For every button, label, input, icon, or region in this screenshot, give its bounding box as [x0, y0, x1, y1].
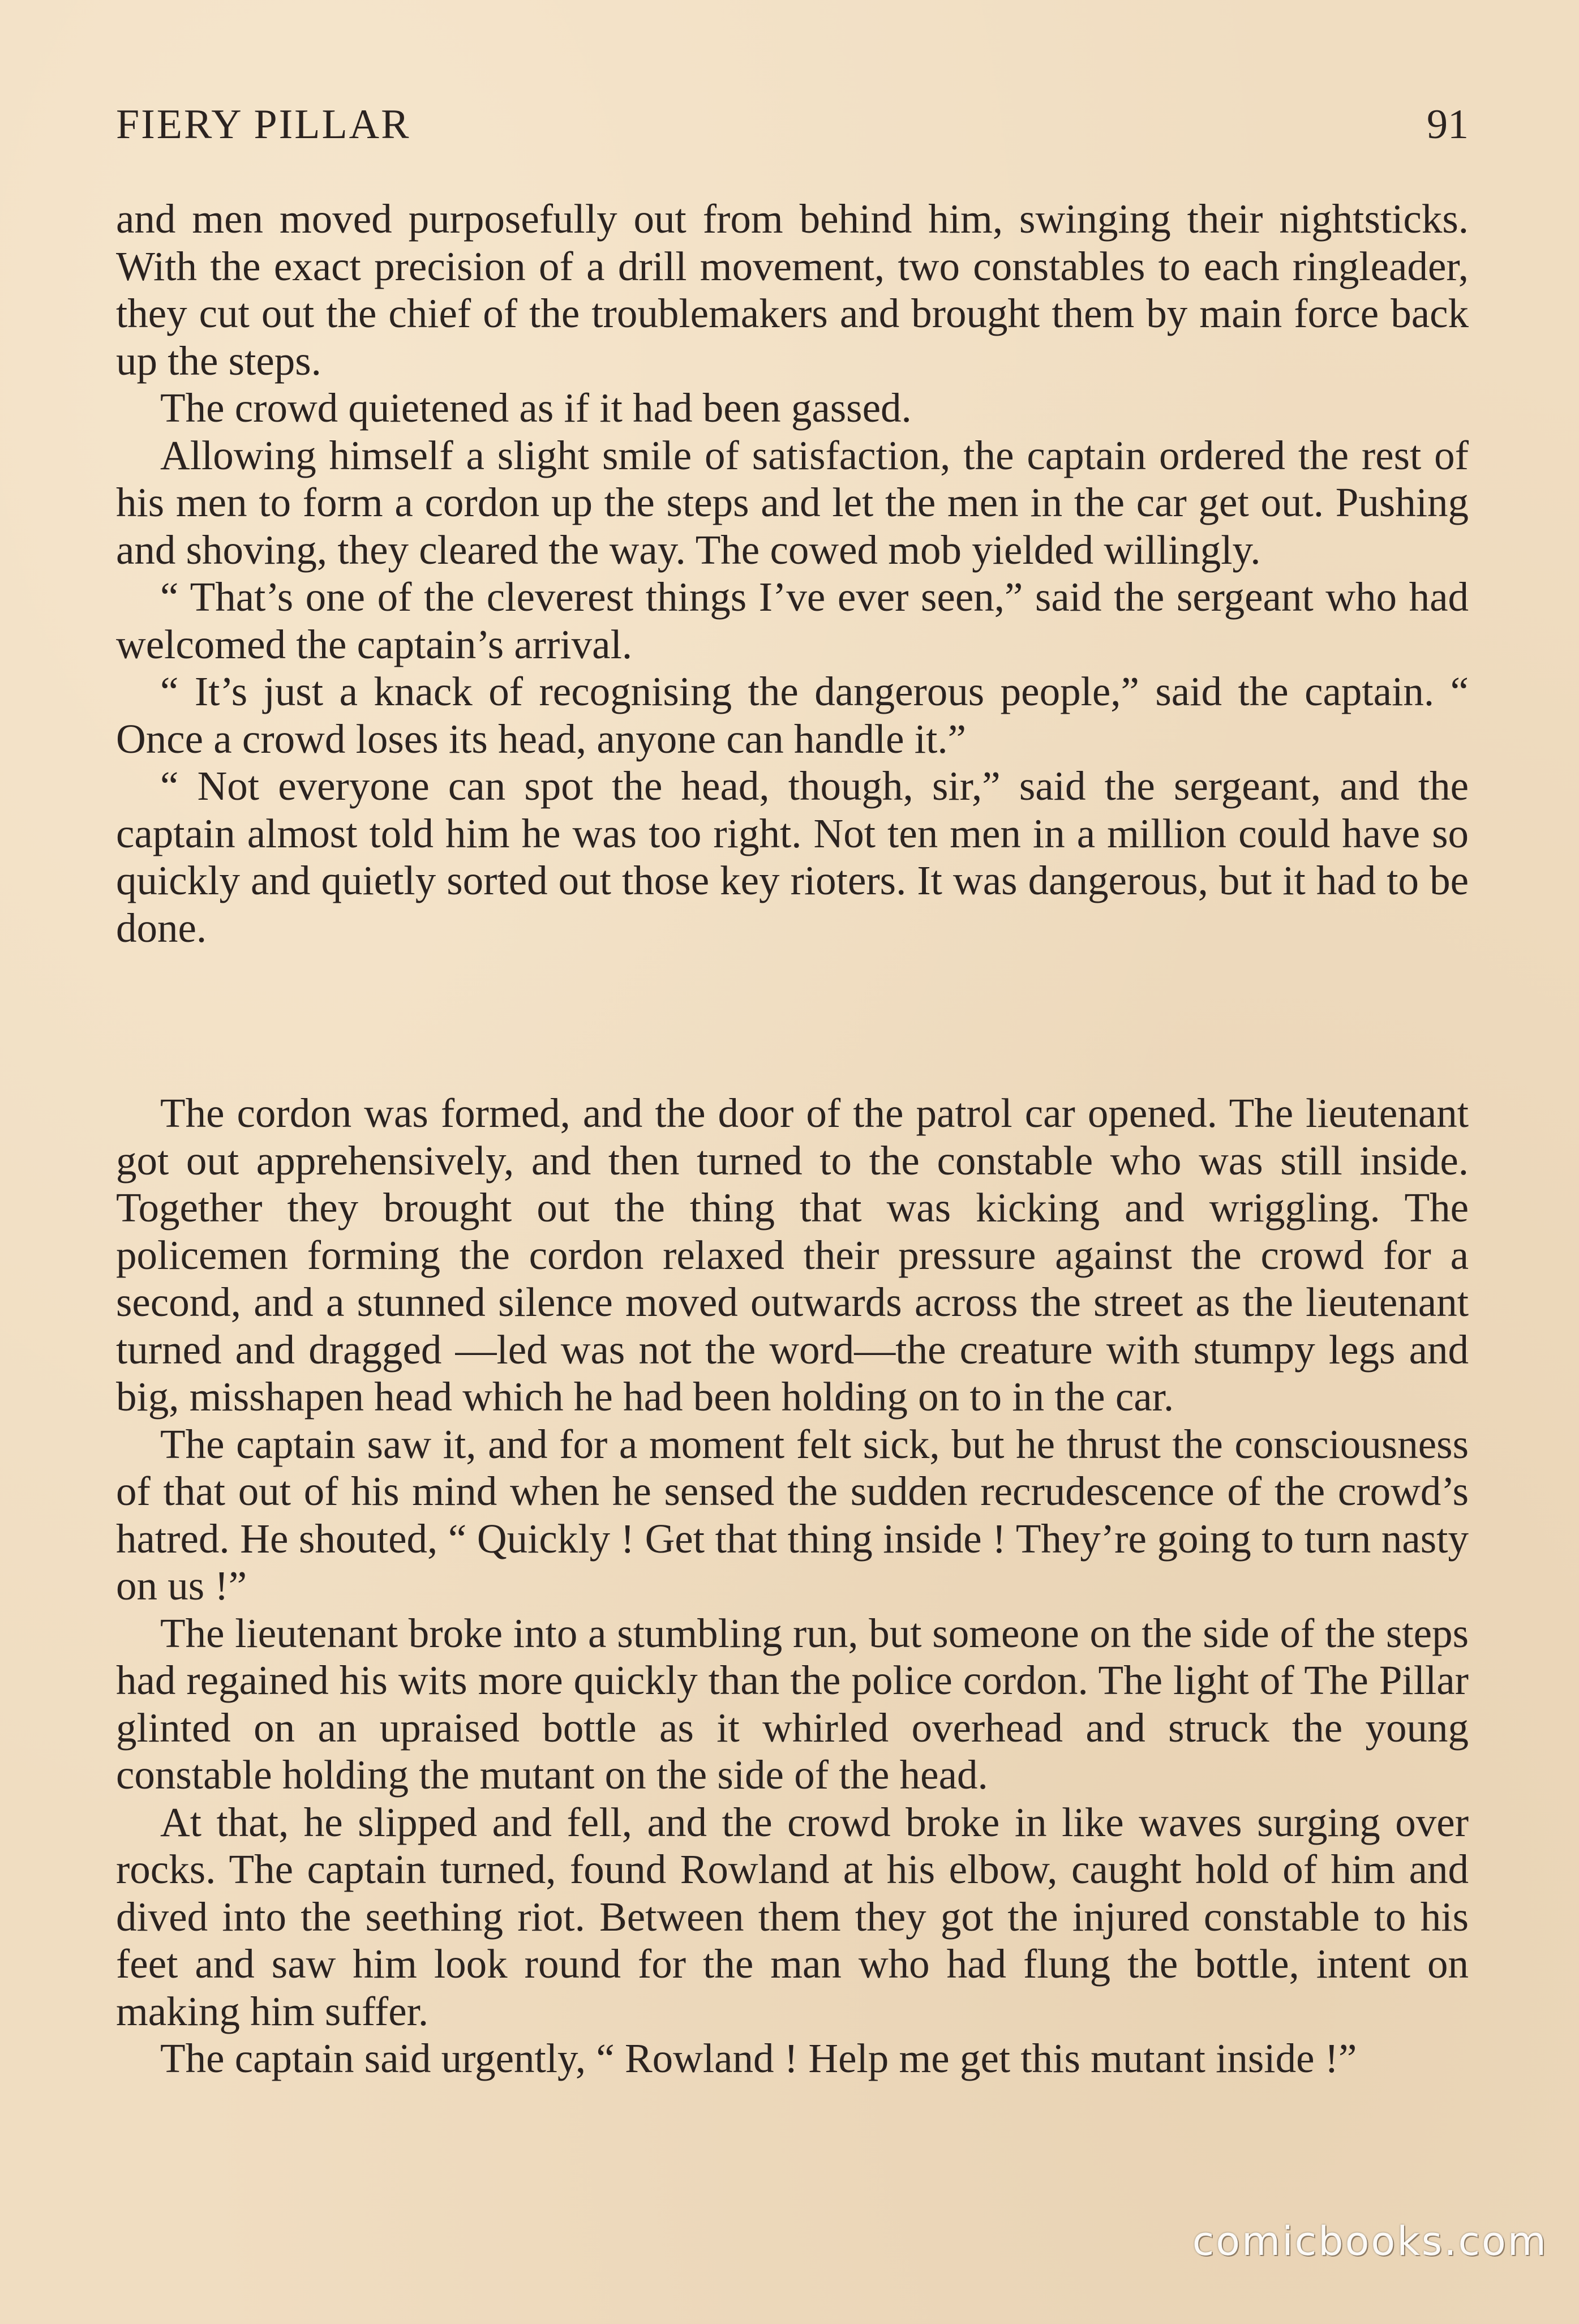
- text-section-1: [116, 195, 1469, 951]
- paragraph: The lieutenant broke into a stumbling run, but someone on the side of the steps had regained his wits more quickly than the police cordon. The light of The Pillar glinted on an upraised bottle as it whirled overhead and struck the young constable holding the mutant on the side of the head.: [116, 1610, 1469, 1798]
- text-section-2: [116, 1090, 1469, 2082]
- paragraph: The crowd quietened as if it had been gassed.: [160, 385, 912, 431]
- paragraph: and men moved purposefully out from behind him, swinging their nightsticks. With the exact precision of a drill movement, two constables to each ringleader, they cut out the chief of the troublemakers and brought them by main force back up the steps.: [116, 196, 1469, 384]
- watermark-logo: comicbooks.com: [1192, 2218, 1548, 2265]
- paragraph: The captain saw it, and for a moment felt sick, but he thrust the consciousness of that out of his mind when he sensed the sudden recrudescence of the crowd’s hatred. He shouted, “ Quickly ! Get that thing inside ! They’re going to turn nasty on us !”: [116, 1421, 1469, 1609]
- paragraph: At that, he slipped and fell, and the crowd broke in like waves surging over rocks. The captain turned, found Rowland at his elbow, caught hold of him and dived into the seething riot. Between them they got the injured constable to his feet and saw him look round for the man who had flung the bottle, intent on making him suffer.: [116, 1799, 1469, 2034]
- running-title: FIERY PILLAR: [116, 101, 411, 148]
- paragraph: The cordon was formed, and the door of the patrol car opened. The lieutenant got out apprehensively, and then turned to the constable who was still inside. Together they brought out the thing that was kicking and wriggling. The policemen forming the cordon relaxed their pressure against the crowd for a second, and a stunned silence moved outwards across the street as the lieutenant turned and dragged —led was not the word—the creature with stumpy legs and big, misshapen head which he had been holding on to in the car.: [116, 1090, 1469, 1420]
- paragraph: “ Not everyone can spot the head, though, sir,” said the sergeant, and the captain almost told him he was too right. Not ten men in a million could have so quickly and quietly sorted out those key rioters. It was dangerous, but it had to be done.: [116, 763, 1469, 951]
- paragraph: “ It’s just a knack of recognising the dangerous people,” said the captain. “ Once a crowd loses its head, anyone can handle it.”: [116, 668, 1469, 762]
- paragraph: Allowing himself a slight smile of satisfaction, the captain ordered the rest of his men to form a cordon up the steps and let the men in the car get out. Pushing and shoving, they cleared the way. The cowed mob yielded willingly.: [116, 432, 1469, 573]
- paragraph: “ That’s one of the cleverest things I’ve ever seen,” said the sergeant who had welcomed the captain’s arrival.: [116, 574, 1469, 667]
- paragraph: The captain said urgently, “ Rowland ! Help me get this mutant inside !”: [160, 2035, 1357, 2081]
- running-head: [116, 96, 1469, 153]
- page-number: 91: [1427, 101, 1469, 148]
